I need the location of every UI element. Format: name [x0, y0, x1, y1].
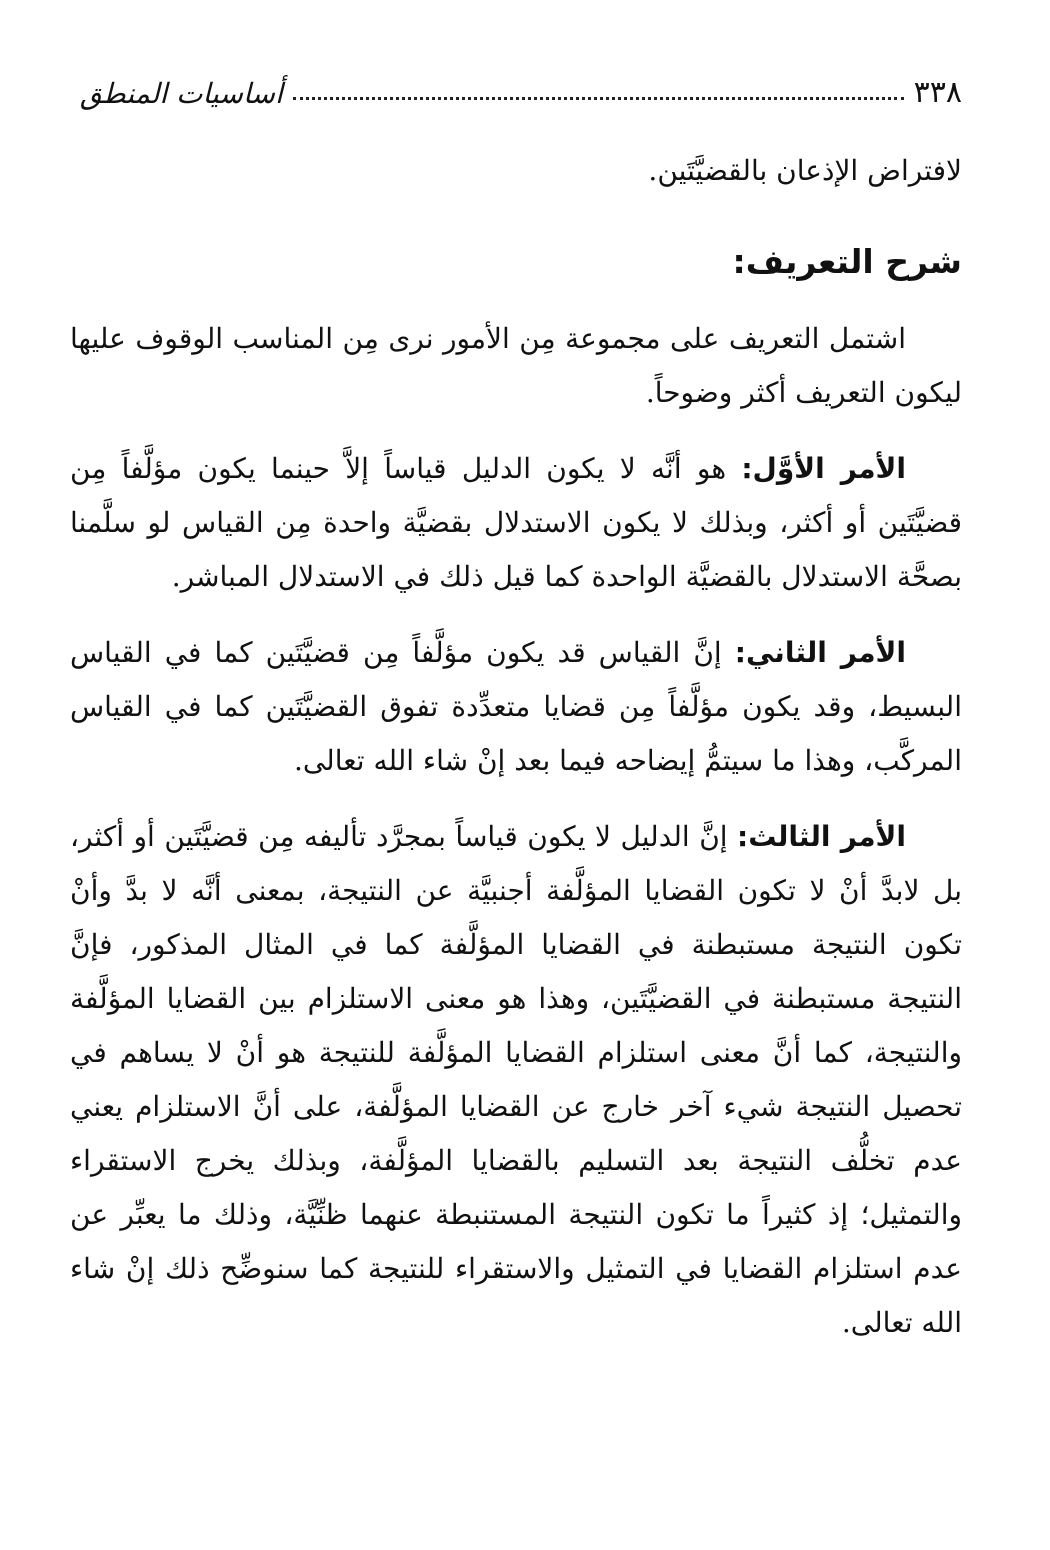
page-header: [80, 52, 962, 108]
point-1-text: هو أنَّه لا يكون الدليل قياساً إلاَّ حينما يكون مؤلَّفاً مِن قضيَّتَين أو أكثر، وبذلك لا يكون الاستدلال بقضيَّة واحدة مِن القياس لو سلَّمنا بصحَّة الاستدلال بالقضيَّة الواحدة كما قيل ذلك في الاستدلال المباشر.: [70, 452, 962, 593]
section-heading: شرح التعريف:: [732, 242, 962, 281]
point-1-lead: الأمر الأوَّل:: [741, 452, 907, 485]
page-body: [70, 140, 962, 1372]
point-2-lead: الأمر الثاني:: [734, 636, 906, 669]
paragraph-intro: اشتمل التعريف على مجموعة مِن الأمور نرى مِن المناسب الوقوف عليها ليكون التعريف أكثر وضوحاً.: [70, 322, 962, 409]
intro-line: لافتراض الإذعان بالقضيَّتَين.: [648, 154, 962, 187]
paragraph-point-2: [70, 626, 962, 788]
point-3-text: إنَّ الدليل لا يكون قياساً بمجرَّد تأليفه مِن قضيَّتَين أو أكثر، بل لابدَّ أنْ لا تكون القضايا المؤلَّفة أجنبيَّة عن النتيجة، بمعنى أنَّه لا بدَّ وأنْ تكون النتيجة مستبطنة في القضايا المؤلَّفة كما في المثال المذكور، فإنَّ النتيجة مستبطنة في القضيَّتَين، وهذا هو معنى الاستلزام بين القضايا المؤلَّفة والنتيجة، كما أنَّ معنى استلزام القضايا المؤلَّفة للنتيجة هو أنْ لا يساهم في تحصيل النتيجة شيء آخر خارج عن القضايا المؤلَّفة، على أنَّ الاستلزام يعني عدم تخلُّف النتيجة بعد التسليم بالقضايا المؤلَّفة، وبذلك يخرج الاستقراء والتمثيل؛ إذ كثيراً ما تكون النتيجة المستنبطة عنهما ظنِّيَّة، وذلك ما يعبِّر عن عدم استلزام القضايا في التمثيل والاستقراء للنتيجة كما سنوضِّح ذلك إنْ شاء الله تعالى.: [70, 820, 962, 1339]
header-dotted-leader: [293, 96, 904, 100]
running-title: أساسيات المنطق: [80, 77, 283, 110]
paragraph-point-1: [70, 442, 962, 604]
point-2-text: إنَّ القياس قد يكون مؤلَّفاً مِن قضيَّتَين كما في القياس البسيط، وقد يكون مؤلَّفاً مِن قضايا متعدِّدة تفوق القضيَّتَين كما في القياس المركَّب، وهذا ما سيتمُّ إيضاحه فيما بعد إنْ شاء الله تعالى.: [70, 636, 962, 777]
page-number: ٣٣٨: [913, 75, 962, 110]
paragraph-point-3: [70, 810, 962, 1350]
point-3-lead: الأمر الثالث:: [737, 820, 906, 853]
